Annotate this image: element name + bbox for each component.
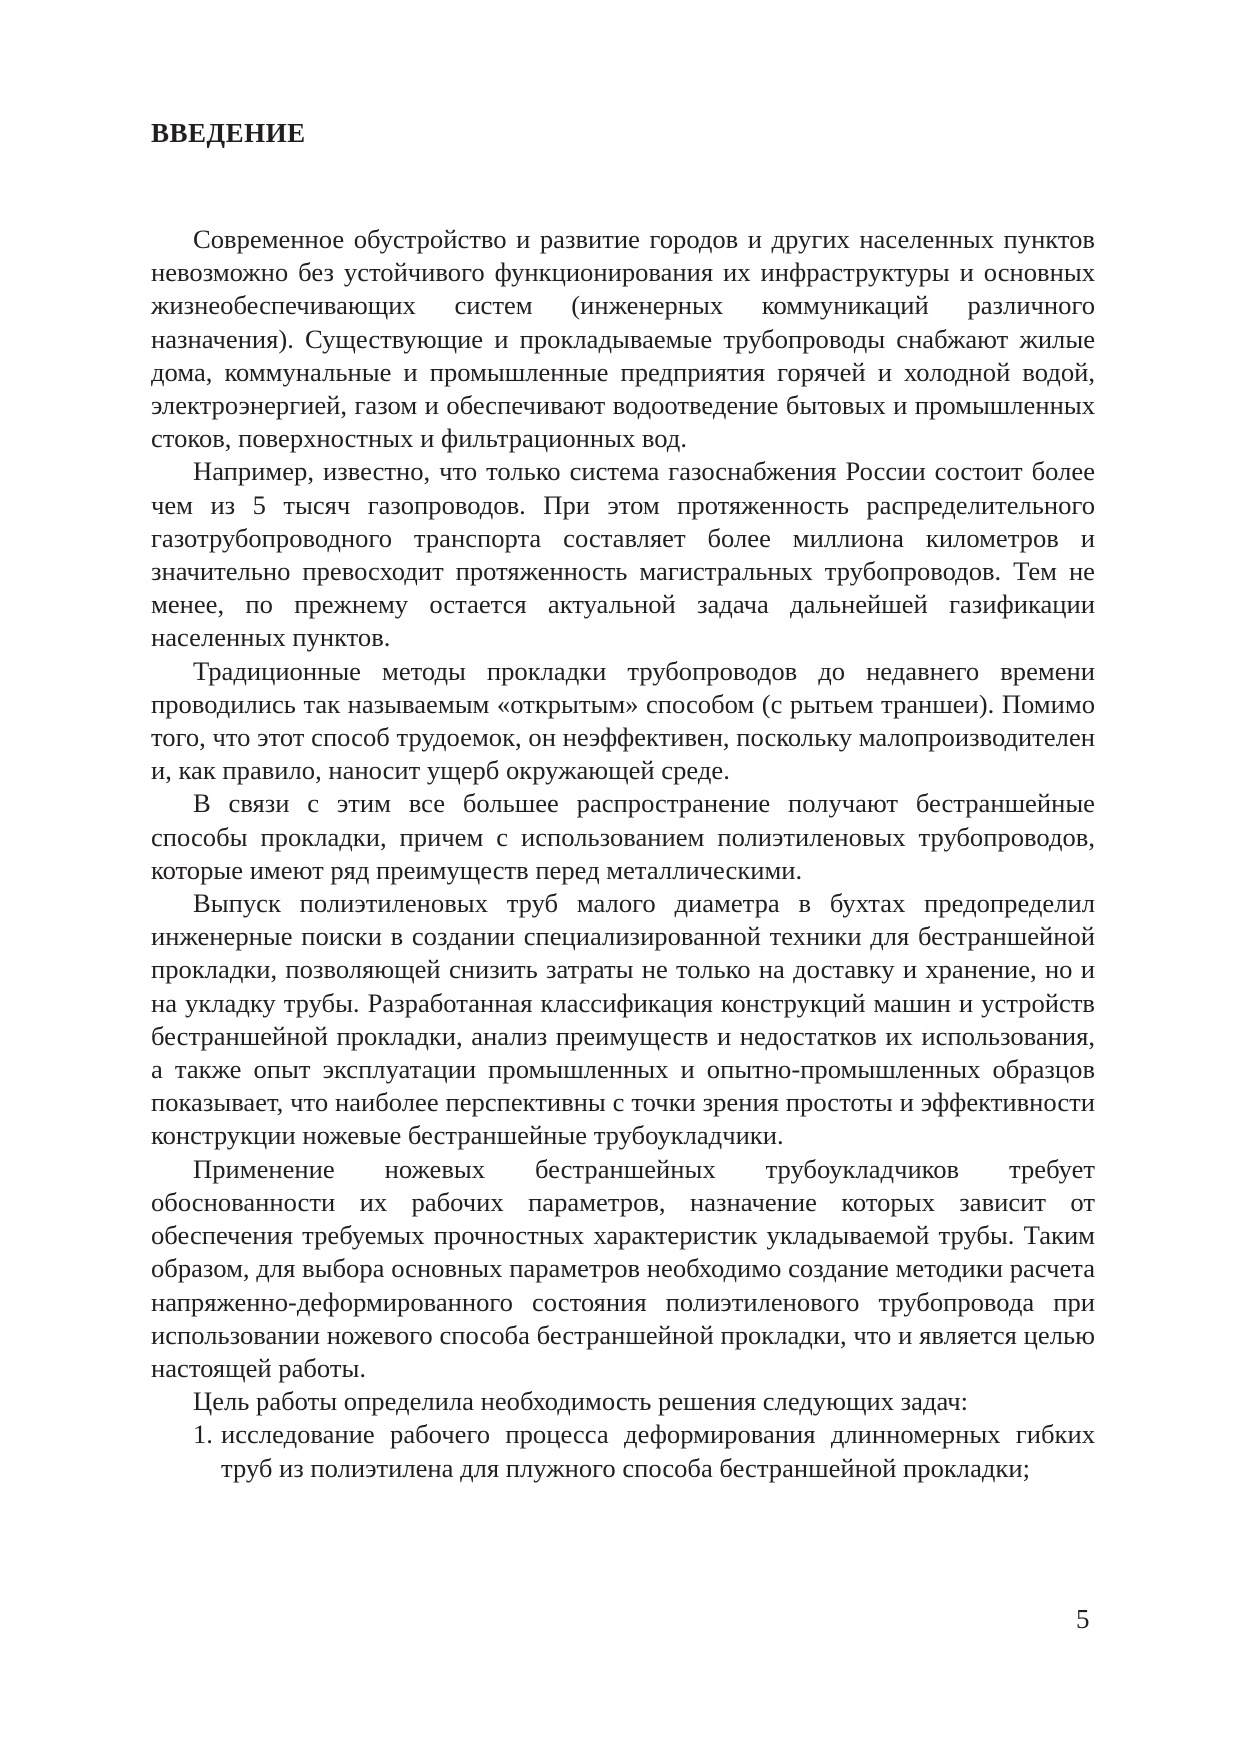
paragraph: Например, известно, что только система газоснабжения России состоит более чем из 5 тысяч газопроводов. При этом протяженность распределительного газотрубопроводного транспорта составляет более миллиона километров и значительно превосходит протяженность магистральных трубопроводов. Тем не менее, по прежнему остается актуальной задача дальнейшей газификации населенных пунктов. <box>151 456 1095 653</box>
paragraph: Применение ножевых бестраншейных трубоукладчиков требует обоснованности их рабочих параметров, назначение которых зависит от обеспечения требуемых прочностных характеристик укладываемой трубы. Таким образом, для выбора основных параметров необходимо создание методики расчета напряженно-деформированного состояния полиэтиленового трубопровода при использовании ножевого способа бестраншейной прокладки, что и является целью настоящей работы. <box>151 1153 1095 1383</box>
paragraph: Современное обустройство и развитие городов и других населенных пунктов невозможно без устойчивого функционирования их инфраструктуры и основных жизнеобеспечивающих систем (инженерных коммуникаций различного назначения). Существующие и прокладываемые трубопроводы снабжают жилые дома, коммунальные и промышленные предприятия горячей и холодной водой, электроэнергией, газом и обеспечивают водоотведение бытовых и промышленных стоков, поверхностных и фильтрационных вод. <box>151 224 1095 454</box>
body-text <box>151 223 1095 1485</box>
task-list <box>151 1418 1095 1484</box>
list-item-number: 1. <box>193 1419 213 1450</box>
page-number: 5 <box>1076 1604 1090 1634</box>
list-item <box>151 1418 1095 1484</box>
section-heading: ВВЕДЕНИЕ <box>151 118 306 148</box>
paragraph: Цель работы определила необходимость решения следующих задач: <box>193 1386 968 1417</box>
paragraph: Традиционные методы прокладки трубопроводов до недавнего времени проводились так называемым «открытым» способом (с рытьем траншеи). Помимо того, что этот способ трудоемок, он неэффективен, поскольку малопроизводителен и, как правило, наносит ущерб окружающей среде. <box>151 655 1095 786</box>
paragraph: Выпуск полиэтиленовых труб малого диаметра в бухтах предопределил инженерные поиски в создании специализированной техники для бестраншейной прокладки, позволяющей снизить затраты не только на доставку и хранение, но и на укладку трубы. Разработанная классификация конструкций машин и устройств бестраншейной прокладки, анализ преимуществ и недостатков их использования, а также опыт эксплуатации промышленных и опытно-промышленных образцов показывает, что наиболее перспективны с точки зрения простоты и эффективности конструкции ножевые бестраншейные трубоукладчики. <box>151 888 1095 1151</box>
paragraph: В связи с этим все большее распространение получают бестраншейные способы прокладки, причем с использованием полиэтиленовых трубопроводов, которые имеют ряд преимуществ перед металлическими. <box>151 788 1095 885</box>
list-item-text: исследование рабочего процесса деформирования длинномерных гибких труб из полиэтилена для плужного способа бестраншейной прокладки; <box>221 1419 1095 1483</box>
